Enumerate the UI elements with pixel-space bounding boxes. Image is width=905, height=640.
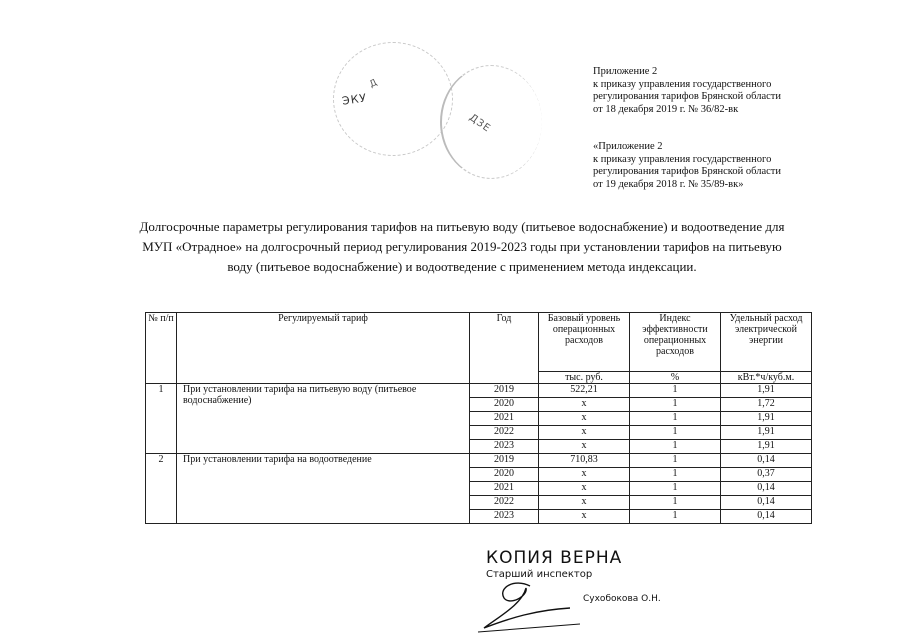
cell-index: 1 — [630, 496, 721, 510]
unit-energy: кВт.*ч/куб.м. — [721, 372, 812, 384]
copy-stamp-text: КОПИЯ ВЕРНА — [486, 548, 623, 568]
header-tariff: Регулируемый тариф — [177, 313, 470, 384]
cell-base: х — [539, 482, 630, 496]
appendix-previous-line: от 19 декабря 2018 г. № 35/89-вк» — [593, 179, 744, 191]
cell-year: 2022 — [470, 426, 539, 440]
cell-index: 1 — [630, 510, 721, 524]
header-no: № п/п — [146, 313, 177, 384]
cell-energy: 1,91 — [721, 412, 812, 426]
cell-base: х — [539, 496, 630, 510]
cell-index: 1 — [630, 468, 721, 482]
signer-role: Старший инспектор — [486, 569, 593, 580]
appendix-current-line: регулирования тарифов Брянской области — [593, 91, 781, 103]
header-efficiency-index: Индекс эффективности операционных расходов — [630, 313, 721, 372]
cell-year: 2023 — [470, 510, 539, 524]
group-name: При установлении тарифа на водоотведение — [177, 454, 470, 524]
table-row — [146, 454, 812, 468]
cell-year: 2022 — [470, 496, 539, 510]
cell-energy: 0,14 — [721, 496, 812, 510]
document-title — [86, 217, 838, 277]
cell-energy: 0,14 — [721, 454, 812, 468]
title-line: МУП «Отрадное» на долгосрочный период регулирования 2019-2023 годы при установлении тарифов на питьевую — [142, 239, 782, 254]
signer-name: Сухобокова О.Н. — [583, 594, 661, 604]
cell-index: 1 — [630, 426, 721, 440]
cell-year: 2021 — [470, 412, 539, 426]
cell-year: 2020 — [470, 468, 539, 482]
cell-index: 1 — [630, 482, 721, 496]
appendix-current — [593, 66, 781, 117]
group-no: 2 — [146, 454, 177, 524]
cell-year: 2019 — [470, 384, 539, 398]
appendix-previous-line: регулирования тарифов Брянской области — [593, 166, 781, 178]
header-energy-consumption: Удельный расход электрической энергии — [721, 313, 812, 372]
cell-base: х — [539, 398, 630, 412]
cell-index: 1 — [630, 384, 721, 398]
cell-base: 710,83 — [539, 454, 630, 468]
appendix-current-line: к приказу управления государственного — [593, 78, 772, 90]
appendix-previous-line: к приказу управления государственного — [593, 153, 772, 165]
cell-energy: 0,14 — [721, 510, 812, 524]
cell-index: 1 — [630, 440, 721, 454]
cell-year: 2020 — [470, 398, 539, 412]
title-line: Долгосрочные параметры регулирования тарифов на питьевую воду (питьевое водоснабжение) и водоотведение для — [139, 219, 785, 234]
appendix-previous — [593, 141, 781, 192]
cell-base: х — [539, 440, 630, 454]
cell-index: 1 — [630, 398, 721, 412]
stamp-left-small-text: Д — [368, 77, 379, 91]
cell-year: 2023 — [470, 440, 539, 454]
round-stamp-right — [440, 65, 542, 179]
title-line: воду (питьевое водоснабжение) и водоотведение с применением метода индексации. — [227, 259, 697, 274]
cell-index: 1 — [630, 454, 721, 468]
stamp-left-text: ЭКУ — [341, 91, 368, 108]
cell-base: х — [539, 510, 630, 524]
cell-energy: 1,91 — [721, 440, 812, 454]
cell-base: х — [539, 426, 630, 440]
cell-year: 2019 — [470, 454, 539, 468]
certification-block — [470, 548, 670, 638]
table-row — [146, 384, 812, 398]
tariff-parameters-table — [145, 312, 812, 524]
cell-energy: 1,91 — [721, 426, 812, 440]
group-name: При установлении тарифа на питьевую воду (питьевое водоснабжение) — [177, 384, 470, 454]
header-year: Год — [470, 313, 539, 384]
handwritten-signature — [470, 574, 580, 638]
cell-year: 2021 — [470, 482, 539, 496]
unit-base: тыс. руб. — [539, 372, 630, 384]
cell-energy: 0,14 — [721, 482, 812, 496]
group-no: 1 — [146, 384, 177, 454]
round-stamp-left — [333, 42, 453, 156]
unit-index: % — [630, 372, 721, 384]
appendix-previous-line: «Приложение 2 — [593, 141, 663, 152]
cell-base: 522,21 — [539, 384, 630, 398]
cell-energy: 0,37 — [721, 468, 812, 482]
header-base-expenses: Базовый уровень операционных расходов — [539, 313, 630, 372]
cell-base: х — [539, 412, 630, 426]
cell-index: 1 — [630, 412, 721, 426]
cell-energy: 1,72 — [721, 398, 812, 412]
appendix-current-line: Приложение 2 — [593, 66, 658, 77]
stamp-right-text: ДЗЕ — [466, 112, 493, 135]
appendix-current-line: от 18 декабря 2019 г. № 36/82-вк — [593, 104, 739, 116]
cell-energy: 1,91 — [721, 384, 812, 398]
cell-base: х — [539, 468, 630, 482]
